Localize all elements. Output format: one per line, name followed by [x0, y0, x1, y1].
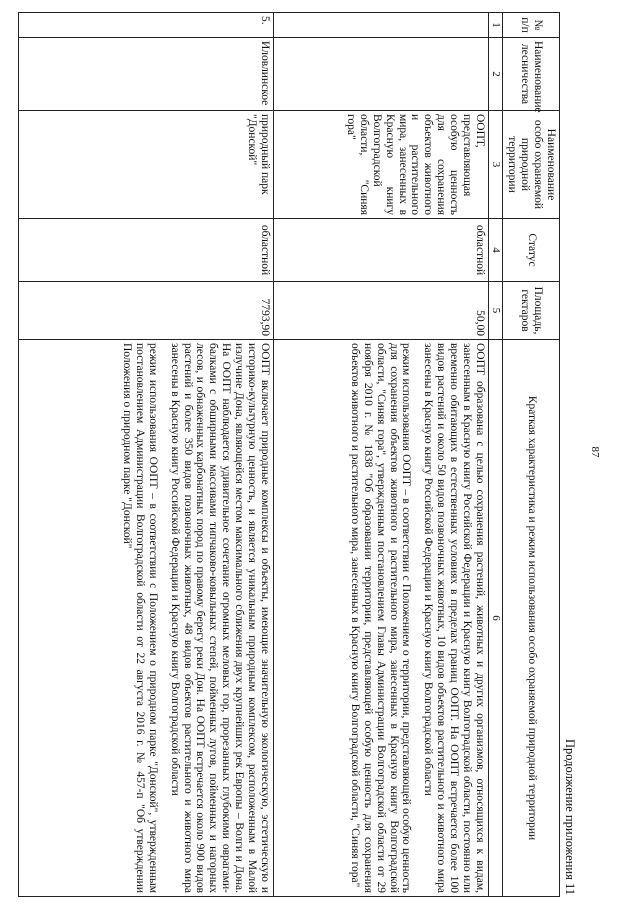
regime-paragraph: режим использования ООПТ – в соответствии с Положением о природном парке "Донской", утвержденным постановлением Администрации Волгоградской области от 22 августа 2016 г. № 457-п "Об утверждении Положения о природном парке "Донской" [120, 343, 159, 893]
header-cell-description: Краткая характеристика и режим использования особо охраняемой природной территории [503, 340, 560, 897]
forestry-name [274, 38, 489, 111]
rotated-page-content [12, 12, 577, 897]
header-cell-num: № п/п [503, 13, 560, 38]
area-name: природный парк "Донской" [19, 111, 274, 219]
header-cell-status: Статус [503, 219, 560, 282]
header-cell-forestry: Наименование лесничества [503, 38, 560, 111]
column-number: 4 [489, 219, 503, 282]
description-paragraph: ООПТ образована с целью сохранения растений, животных и других организмов, относящихся к видам, занесенным в Красную книгу Российской Федерации и Красную книгу Волгоградской области, постоянно или временно обитающих в естественных условиях в пределах границ ООПТ. На ООПТ встречается более 100 видов растений и около 50 видов позвоночных животных, 10 видов объектов растительного и животного мира занесены в Красную книгу Российской Федерации и Красную книгу Волгоградской области [422, 343, 487, 893]
area-hectares: 7793,90 [19, 282, 274, 340]
header-row [503, 13, 560, 897]
protected-areas-table [18, 12, 560, 897]
column-number-row [489, 13, 503, 897]
column-number: 2 [489, 38, 503, 111]
header-cell-name: Наименование особо охраняемой природной территории [503, 111, 560, 219]
row-number: 5. [19, 13, 274, 38]
column-number: 1 [489, 13, 503, 38]
description-paragraph: ООПТ включает природные комплексы и объекты, имеющие значительную экологическую, эстетическую и историко-культурную ценность, и является уникальным природным комплексом, расположенным в Малой излучине Дона, являющейся местом максимального сближения двух крупнейших рек Европы – Волги и Дона. На ООПТ наблюдается удивительное сочетание огромных меловых гор, прорезанных глубокими оврагами-балками с обширными массивами типчаково-ковыльных степей, пойменных лугов, пойменных и нагорных лесов, и обнаженных карбонатных пород по правому берегу реки Дон. На ООПТ встречается около 900 видов растений и более 350 видов позвоночных животных, 48 видов объектов растительного и животного мира занесены в Красную книгу Российской Федерации и Красную книгу Волгоградской области [168, 343, 272, 893]
table-row [19, 13, 274, 897]
area-hectares: 50,00 [274, 282, 489, 340]
area-name: ООПТ, представляющая особую ценность для сохранения объектов животного и растительного мира, занесенных в Красную книгу Волгоградской области, "Синяя гора" [274, 111, 489, 219]
table-row [274, 13, 489, 897]
column-number: 6 [489, 340, 503, 897]
column-number: 5 [489, 282, 503, 340]
forestry-name: Иловлинское [19, 38, 274, 111]
area-status: областной [19, 219, 274, 282]
continuation-label: Продолжение приложения 11 [563, 738, 577, 895]
header-cell-area: Площадь, гектаров [503, 282, 560, 340]
area-description [274, 340, 489, 897]
regime-paragraph: режим использования ООПТ – в соответствии с Положением о территории, представляющей особую ценность для сохранения объектов животного и растительного мира, занесенных в Красную книгу Волгоградской области, "Синяя гора", утвержденным постановлением Главы Администрации Волгоградской области от 29 ноября 2010 г. № 1838 "Об образовании территории, представляющей особую ценность для сохранения объектов животного и растительного мира, занесенных в Красную книгу Волгоградской области, "Синяя гора" [348, 343, 413, 893]
column-number: 3 [489, 111, 503, 219]
row-number [274, 13, 489, 38]
area-description [19, 340, 274, 897]
page-number: 87 [589, 446, 601, 458]
area-status: областной [274, 219, 489, 282]
